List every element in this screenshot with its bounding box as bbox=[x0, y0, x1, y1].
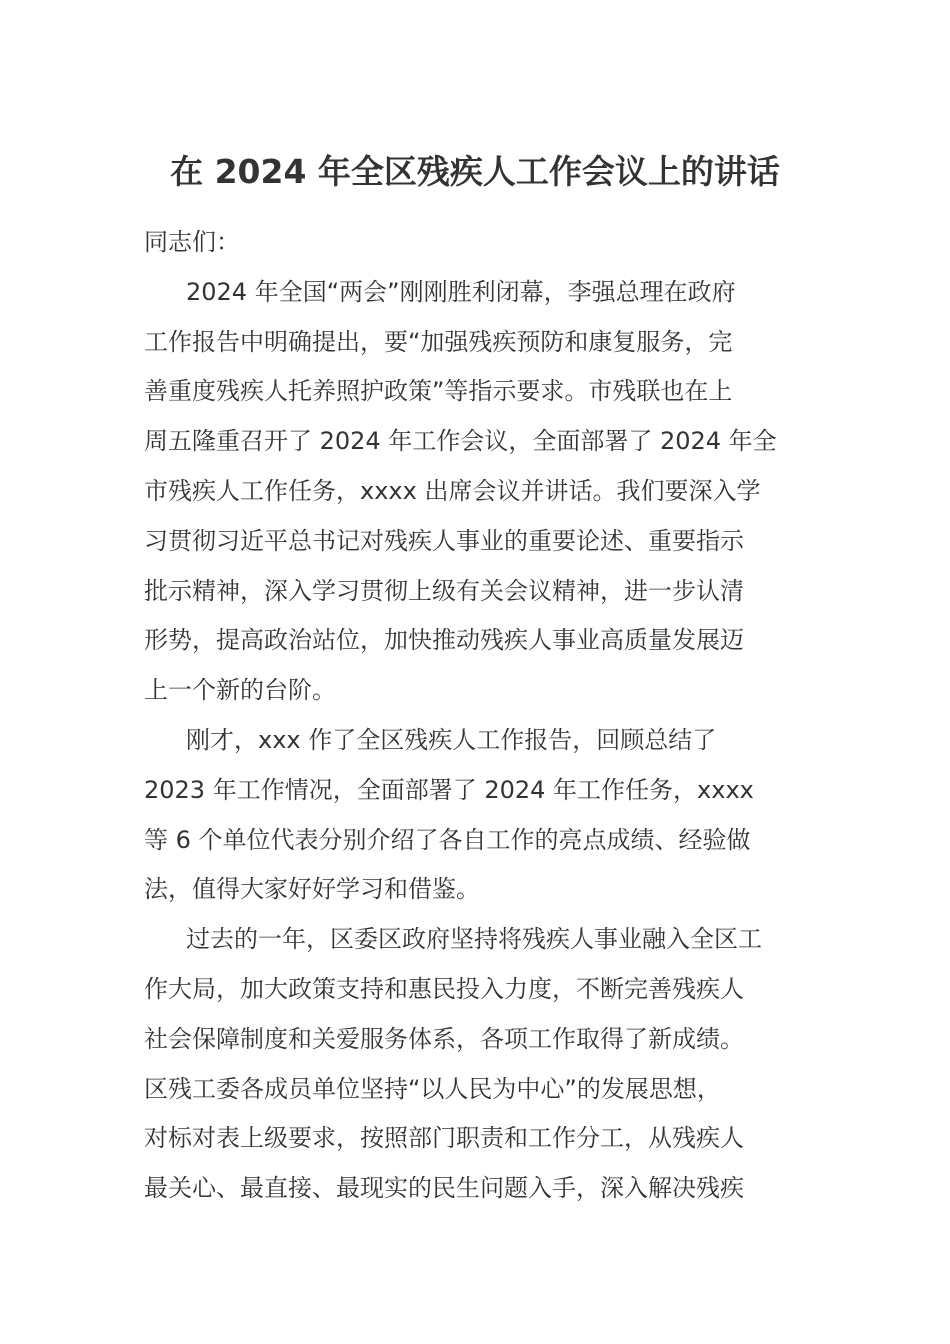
salutation: 同志们： bbox=[144, 228, 240, 256]
document-title: 在 2024 年全区残疾人工作会议上的讲话 bbox=[170, 152, 780, 191]
paragraph-line: 对标对表上级要求，按照部门职责和工作分工，从残疾人 bbox=[144, 1124, 744, 1153]
paragraph-line: 过去的一年，区委区政府坚持将残疾人事业融入全区工 bbox=[186, 925, 762, 954]
paragraph-line: 批示精神，深入学习贯彻上级有关会议精神，进一步认清 bbox=[144, 576, 744, 605]
paragraph-line: 刚才，xxx 作了全区残疾人工作报告，回顾总结了 bbox=[186, 725, 717, 754]
paragraph-line: 作大局，加大政策支持和惠民投入力度，不断完善残疾人 bbox=[144, 974, 744, 1003]
paragraph-line: 周五隆重召开了 2024 年工作会议，全面部署了 2024 年全 bbox=[144, 427, 777, 456]
paragraph-line: 上一个新的台阶。 bbox=[144, 676, 336, 705]
paragraph-2 bbox=[144, 716, 814, 915]
paragraph-line: 社会保障制度和关爱服务体系，各项工作取得了新成绩。 bbox=[144, 1024, 744, 1053]
paragraph-line: 工作报告中明确提出，要“加强残疾预防和康复服务，完 bbox=[144, 327, 733, 356]
paragraph-line: 2023 年工作情况，全面部署了 2024 年工作任务，xxxx bbox=[144, 775, 754, 804]
paragraph-line: 市残疾人工作任务，xxxx 出席会议并讲话。我们要深入学 bbox=[144, 476, 761, 505]
paragraph-line: 形势，提高政治站位，加快推动残疾人事业高质量发展迈 bbox=[144, 626, 744, 655]
paragraph-line: 法，值得大家好好学习和借鉴。 bbox=[144, 875, 480, 904]
paragraph-line: 习贯彻习近平总书记对残疾人事业的重要论述、重要指示 bbox=[144, 526, 744, 555]
paragraph-line: 最关心、最直接、最现实的民生问题入手，深入解决残疾 bbox=[144, 1174, 744, 1203]
paragraph-line: 2024 年全国“两会”刚刚胜利闭幕，李强总理在政府 bbox=[186, 277, 736, 306]
paragraph-line: 善重度残疾人托养照护政策”等指示要求。市残联也在上 bbox=[144, 377, 733, 406]
paragraph-line: 等 6 个单位代表分别介绍了各自工作的亮点成绩、经验做 bbox=[144, 825, 751, 854]
paragraph-3 bbox=[144, 915, 814, 1214]
paragraph-line: 区残工委各成员单位坚持“以人民为中心”的发展思想， bbox=[144, 1074, 721, 1103]
paragraph-1 bbox=[144, 268, 814, 716]
document-body bbox=[144, 218, 814, 1214]
